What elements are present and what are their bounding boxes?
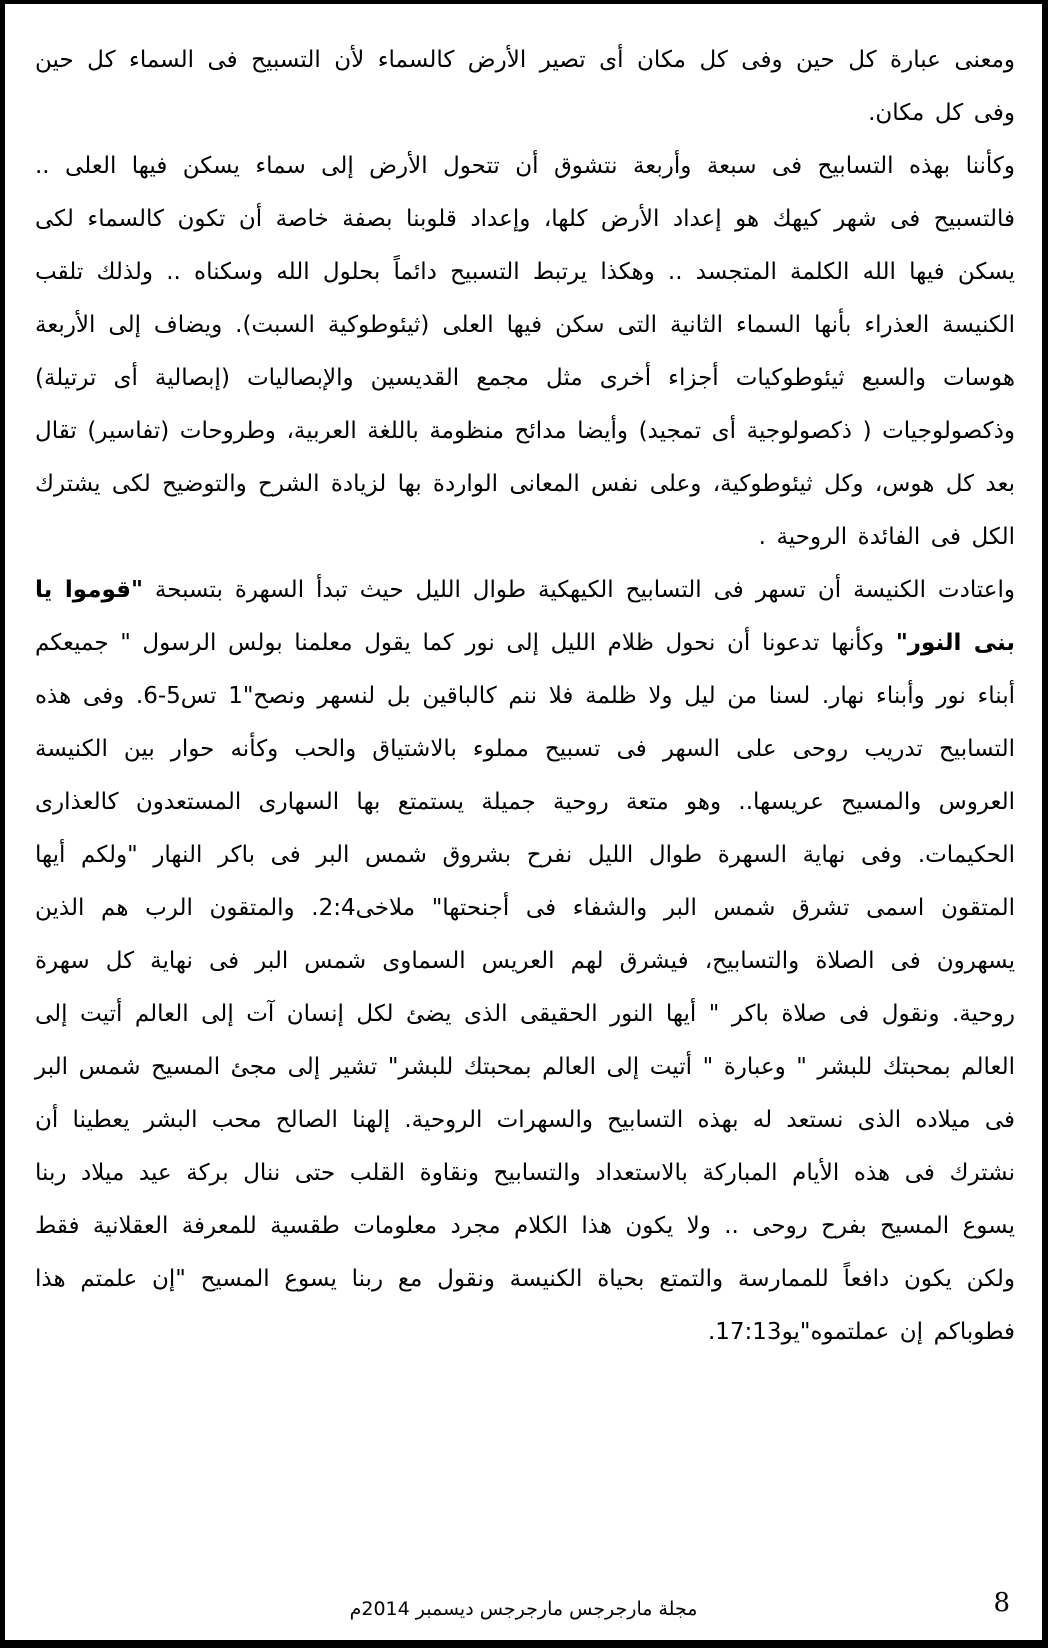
page-footer xyxy=(5,1584,1042,1626)
text-segment: ومعنى عبارة كل حين وفى كل مكان أى تصير الأرض كالسماء لأن التسبيح فى السماء كل حين وفى كل مكان. xyxy=(35,47,1015,126)
text-segment: وكأننا بهذه التسابيح فى سبعة وأربعة نتشوق أن تتحول الأرض إلى سماء يسكن فيها العلى .. فالتسبيح فى شهر كيهك هو إعداد الأرض كلها، وإعداد قلوبنا بصفة خاصة أن تكون كالسماء لكى يسكن فيها الله الكلمة المتجسد .. وهكذا يرتبط التسبيح دائماً بحلول الله وسكناه .. ولذلك تلقب الكنيسة العذراء بأنها السماء الثانية التى سكن فيها العلى (ثيئوطوكية السبت). ويضاف إلى الأربعة هوسات والسبع ثيئوطوكيات أجزاء أخرى مثل مجمع القديسين والإبصاليات (إبصالية أى ترتيلة) وذكصولوجيات ( ذكصولوجية أى تمجيد) وأيضا مدائح منظومة باللغة العربية، وطروحات (تفاسير) تقال بعد كل هوس، وكل ثيئوطوكية، وعلى نفس المعانى الواردة بها لزيادة الشرح والتوضيح لكى يشترك الكل فى الفائدة الروحية . xyxy=(35,153,1015,550)
bold-text-segment: "قوموا يا بنى النور" xyxy=(35,577,1015,656)
paragraph xyxy=(35,140,1015,564)
text-segment: واعتادت الكنيسة أن تسهر فى التسابيح الكيهكية طوال الليل حيث تبدأ السهرة بتسبحة xyxy=(142,577,1015,603)
page-number: 8 xyxy=(993,1588,1010,1618)
article-body xyxy=(35,34,1015,1359)
text-segment: وكأنها تدعونا أن نحول ظلام الليل إلى نور كما يقول معلمنا بولس الرسول " جميعكم أبناء نور وأبناء نهار. لسنا من ليل ولا ظلمة فلا ننم كالباقين بل لنسهر ونصح"1 تس5‏-‏6. وفى هذه التسابيح تدريب روحى على السهر فى تسبيح مملوء بالاشتياق والحب وكأنه حوار بين الكنيسة العروس والمسيح عريسها.. وهو متعة روحية جميلة يستمتع بها السهارى المستعدون كالعذارى الحكيمات. وفى نهاية السهرة طوال الليل نفرح بشروق شمس البر فى باكر النهار "ولكم أيها المتقون اسمى تشرق شمس البر والشفاء فى أجنحتها" ملاخى2:4. والمتقون الرب هم الذين يسهرون فى الصلاة والتسابيح، فيشرق لهم العريس السماوى شمس البر فى نهاية كل سهرة روحية. ونقول فى صلاة باكر " أيها النور الحقيقى الذى يضئ لكل إنسان آت إلى العالم أتيت إلى العالم بمحبتك للبشر " وعبارة " أتيت إلى العالم بمحبتك للبشر" تشير إلى مجئ المسيح شمس البر فى ميلاده الذى نستعد له بهذه التسابيح والسهرات الروحية. إلهنا الصالح محب البشر يعطينا أن نشترك فى هذه الأيام المباركة بالاستعداد والتسابيح ونقاوة القلب حتى ننال بركة عيد ميلاد ربنا يسوع المسيح بفرح روحى .. ولا يكون هذا الكلام مجرد معلومات طقسية للمعرفة العقلانية فقط ولكن يكون دافعاً للممارسة والتمتع بحياة الكنيسة ونقول مع ربنا يسوع المسيح "إن علمتم هذا فطوباكم إن عملتموه"يو17:13. xyxy=(35,630,1015,1345)
journal-name: مجلة مارجرجس مارجرجس ديسمبر 2014م xyxy=(349,1598,698,1620)
paragraph xyxy=(35,34,1015,140)
paragraph xyxy=(35,564,1015,1359)
